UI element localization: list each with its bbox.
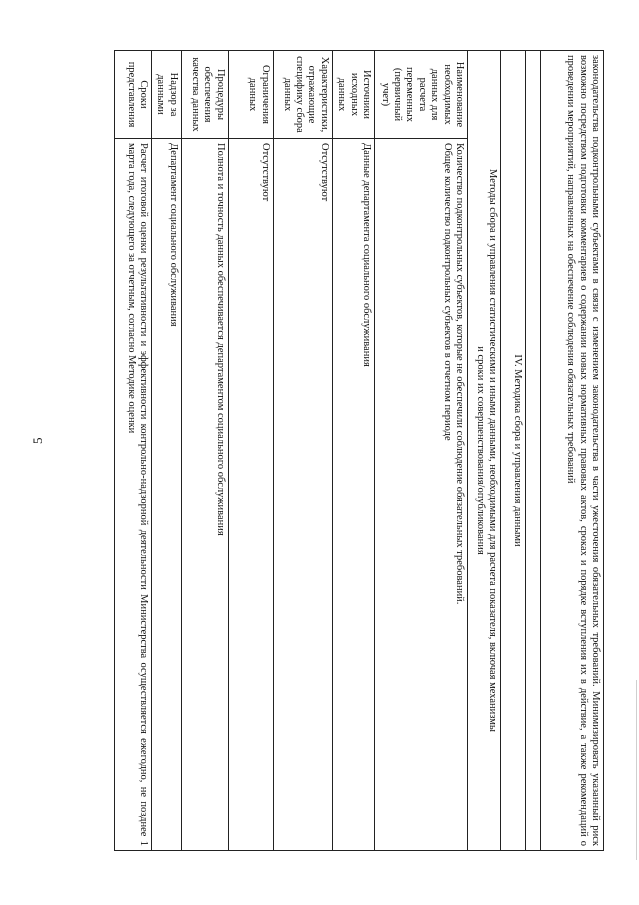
- row-label: Наименование необходимых данных для расчета переменных (первичный учет): [375, 51, 468, 139]
- row-value: Департамент социального обслуживания: [152, 139, 182, 851]
- indicator-table: [114, 50, 604, 851]
- table-row: [273, 51, 332, 851]
- table-row: [468, 51, 501, 851]
- row-value: Полнота и точность данных обеспечивается департаментом социального обслуживания: [181, 139, 228, 851]
- table-row: [152, 51, 182, 851]
- top-text-cell: законодательства подконтрольными субъектами в связи с изменением законодательства в части ужесточения обязательных требований. Минимизировать указанный риск возможно посредством подготовки комментариев о содержании новых нормативных правовых актов, сроках и порядке вступления их в действие, а также рекомендаций о проведении мероприятий, направленных на обеспечение соблюдения обязательных требований: [541, 51, 604, 851]
- section-title: IV. Методика сбора и управления данными: [501, 51, 526, 851]
- row-value: Расчет итоговой оценки результативности и эффективности контрольно-надзорной деятельности Министерства осуществляется ежегодно, не позднее 1 марта года, следующего за отчетным, согласно Методике оценки: [115, 139, 152, 851]
- row-label: Источники исходных данных: [332, 51, 374, 139]
- table-row: [375, 51, 468, 851]
- page-number: 5: [30, 437, 45, 444]
- row-value: Отсутствуют: [228, 139, 273, 851]
- row-value-line: Количество подконтрольных субъектов, которые не обеспечили соблюдение обязательных требований.: [454, 143, 465, 605]
- document-table-region: [84, 50, 604, 850]
- row-label: Характеристики, отражающие специфику сбора данных: [273, 51, 332, 139]
- table-row: [501, 51, 526, 851]
- row-value: [375, 139, 468, 851]
- table-row: [181, 51, 228, 851]
- table-row: [228, 51, 273, 851]
- row-label: Ограничения данных: [228, 51, 273, 139]
- row-value: Отсутствуют: [273, 139, 332, 851]
- scan-edge-line: [636, 680, 637, 860]
- row-label: Процедуры обеспечения качества данных: [181, 51, 228, 139]
- methods-cell: [468, 51, 501, 851]
- row-value-line: Общее количество подконтрольных субъектов в отчетном периоде: [441, 143, 453, 441]
- methods-text-line: и сроки их совершенствования/опубликования: [474, 346, 486, 555]
- rotated-page: [84, 50, 604, 850]
- row-value: Данные департамента социального обслуживания: [332, 139, 374, 851]
- table-row: [541, 51, 604, 851]
- empty-cell: [526, 51, 541, 851]
- row-label: Сроки представления: [115, 51, 152, 139]
- table-row: [332, 51, 374, 851]
- row-label: Надзор за данными: [152, 51, 182, 139]
- table-row: [526, 51, 541, 851]
- methods-text-line: Методы сбора и управления статистическими и иными данными, необходимыми для расчета показателя, включая механизмы: [487, 169, 498, 732]
- table-row: [115, 51, 152, 851]
